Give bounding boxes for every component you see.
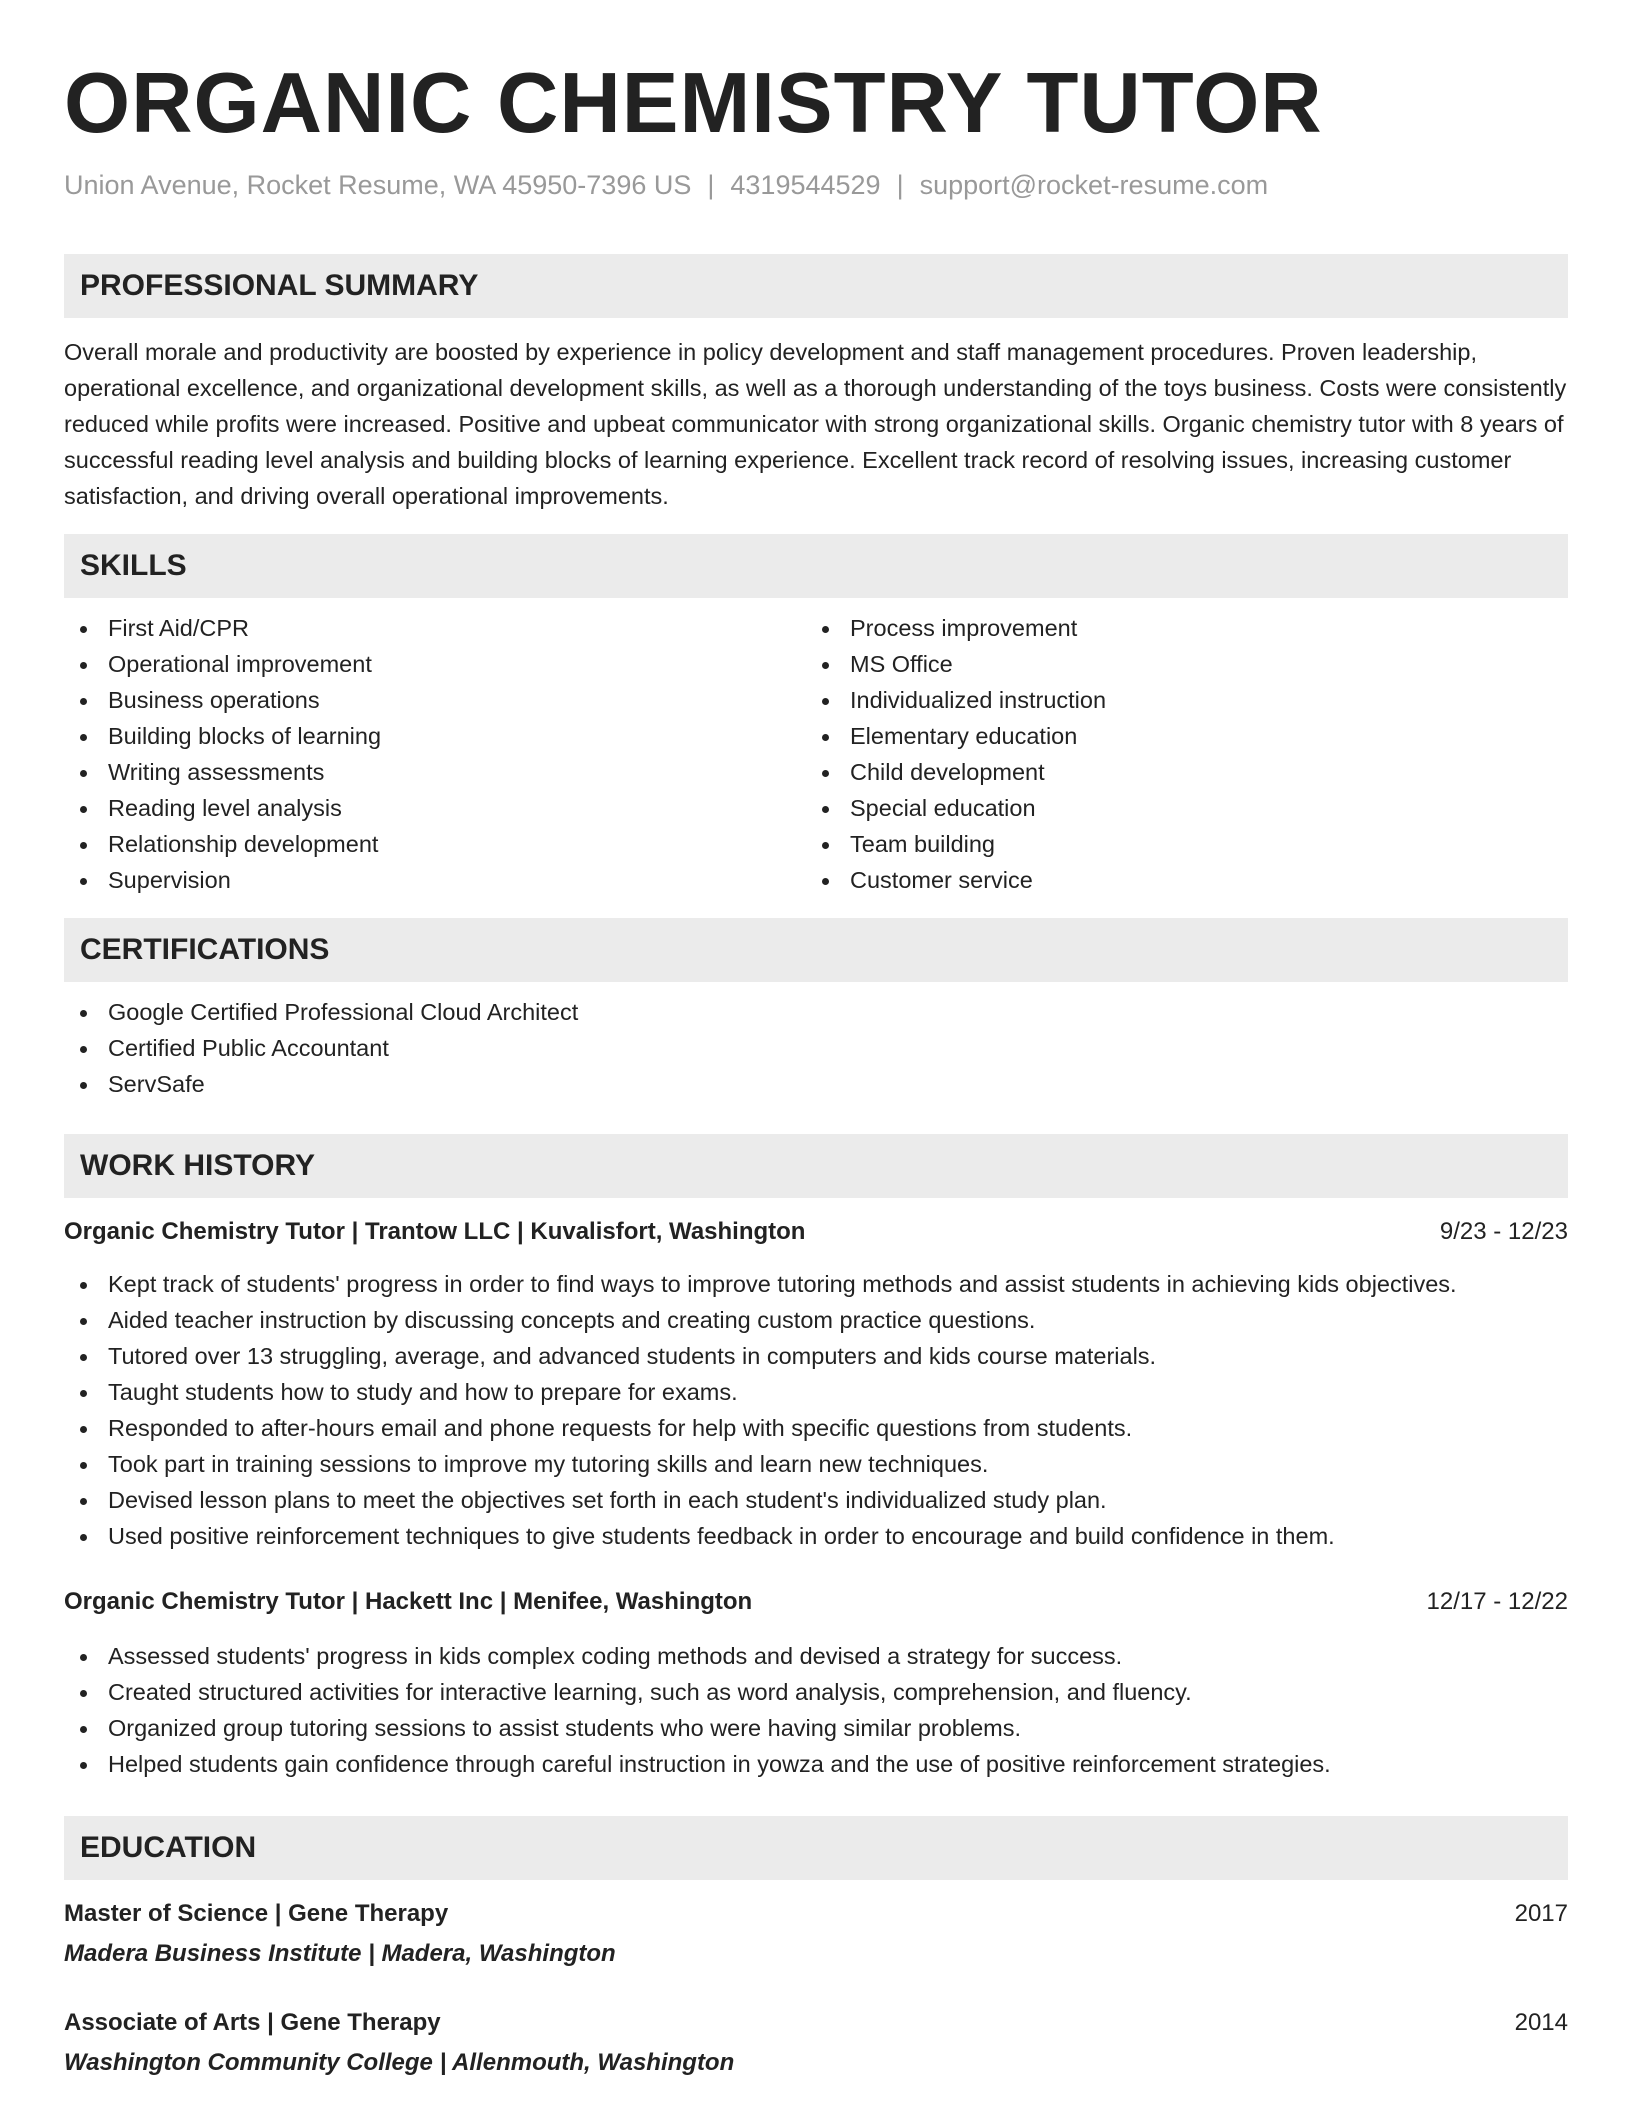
education-entry [64,2005,1568,2081]
skill-item: Writing assessments [64,754,806,790]
job-duty-item: Tutored over 13 struggling, average, and advanced students in computers and kids course materials. [64,1338,1568,1374]
job-duties-list [64,1638,1568,1782]
job-entry [64,1584,1568,1782]
education-header [64,2005,1568,2041]
skill-item: First Aid/CPR [64,610,806,646]
certification-item: Google Certified Professional Cloud Architect [64,994,1568,1030]
job-duty-item: Helped students gain confidence through careful instruction in yowza and the use of positive reinforcement strategies. [64,1746,1568,1782]
contact-separator: | [707,170,715,200]
job-duty-item: Taught students how to study and how to prepare for exams. [64,1374,1568,1410]
job-duty-item: Took part in training sessions to improve my tutoring skills and learn new techniques. [64,1446,1568,1482]
job-duty-item: Responded to after-hours email and phone requests for help with specific questions from students. [64,1410,1568,1446]
summary-text: Overall morale and productivity are boosted by experience in policy development and staff management procedures. Proven leadership, operational excellence, and organizational development skills, as well as a thorough understanding of the toys business. Costs were consistently reduced while profits were increased. Positive and upbeat communicator with strong organizational skills. Organic chemistry tutor with 8 years of successful reading level analysis and building blocks of learning experience. Excellent track record of resolving issues, increasing customer satisfaction, and driving overall operational improvements. [64,339,1567,509]
resume-page [64,0,1568,2081]
contact-address: Union Avenue, Rocket Resume, WA 45950-7396 US [64,170,692,200]
education-school: Washington Community College | Allenmouth, Washington [64,2049,735,2076]
skills-column-left [64,610,806,898]
section-heading-summary: PROFESSIONAL SUMMARY [64,254,1568,318]
job-header [64,1214,1568,1250]
job-duty-item: Devised lesson plans to meet the objectives set forth in each student's individualized study plan. [64,1482,1568,1518]
contact-separator: | [896,170,904,200]
education-header [64,1896,1568,1932]
certifications-list [64,994,1568,1102]
education-degree: Associate of Arts | Gene Therapy [64,2009,441,2036]
job-duty-item: Created structured activities for interactive learning, such as word analysis, comprehension, and fluency. [64,1674,1568,1710]
skill-item: Relationship development [64,826,806,862]
skill-item: Customer service [806,862,1548,898]
resume-name: ORGANIC CHEMISTRY TUTOR [64,56,1323,151]
section-heading-education: EDUCATION [64,1816,1568,1880]
job-duty-item: Assessed students' progress in kids complex coding methods and devised a strategy for success. [64,1638,1568,1674]
skill-item: Building blocks of learning [64,718,806,754]
job-entry [64,1214,1568,1554]
skill-item: Team building [806,826,1548,862]
skill-item: MS Office [806,646,1548,682]
skill-item: Business operations [64,682,806,718]
certification-item: Certified Public Accountant [64,1030,1568,1066]
education-year: 2014 [1514,2009,1568,2036]
skill-item: Special education [806,790,1548,826]
skills-list [64,610,1568,898]
job-duty-item: Used positive reinforcement techniques to give students feedback in order to encourage and build confidence in them. [64,1518,1568,1554]
job-duty-item: Organized group tutoring sessions to assist students who were having similar problems. [64,1710,1568,1746]
job-dates: 12/17 - 12/22 [1426,1588,1568,1615]
skill-item: Operational improvement [64,646,806,682]
education-school: Madera Business Institute | Madera, Washington [64,1940,616,1967]
education-degree: Master of Science | Gene Therapy [64,1900,449,1927]
certification-item: ServSafe [64,1066,1568,1102]
job-dates: 9/23 - 12/23 [1439,1218,1568,1245]
skill-item: Reading level analysis [64,790,806,826]
skills-column-right [806,610,1548,898]
job-title: Organic Chemistry Tutor | Trantow LLC | Kuvalisfort, Washington [64,1218,806,1245]
education-year: 2017 [1514,1900,1568,1927]
education-entry [64,1896,1568,1972]
job-title: Organic Chemistry Tutor | Hackett Inc | Menifee, Washington [64,1588,753,1615]
skill-item: Supervision [64,862,806,898]
job-duties-list [64,1266,1568,1554]
job-duty-item: Kept track of students' progress in order to find ways to improve tutoring methods and assist students in achieving kids objectives. [64,1266,1568,1302]
section-heading-certifications: CERTIFICATIONS [64,918,1568,982]
job-duty-item: Aided teacher instruction by discussing concepts and creating custom practice questions. [64,1302,1568,1338]
job-header [64,1584,1568,1620]
contact-line [64,168,1568,202]
skill-item: Individualized instruction [806,682,1548,718]
skill-item: Child development [806,754,1548,790]
skill-item: Process improvement [806,610,1548,646]
section-heading-skills: SKILLS [64,534,1568,598]
contact-phone: 4319544529 [730,170,881,200]
section-heading-work-history: WORK HISTORY [64,1134,1568,1198]
skill-item: Elementary education [806,718,1548,754]
contact-email[interactable]: support@rocket-resume.com [919,170,1269,200]
